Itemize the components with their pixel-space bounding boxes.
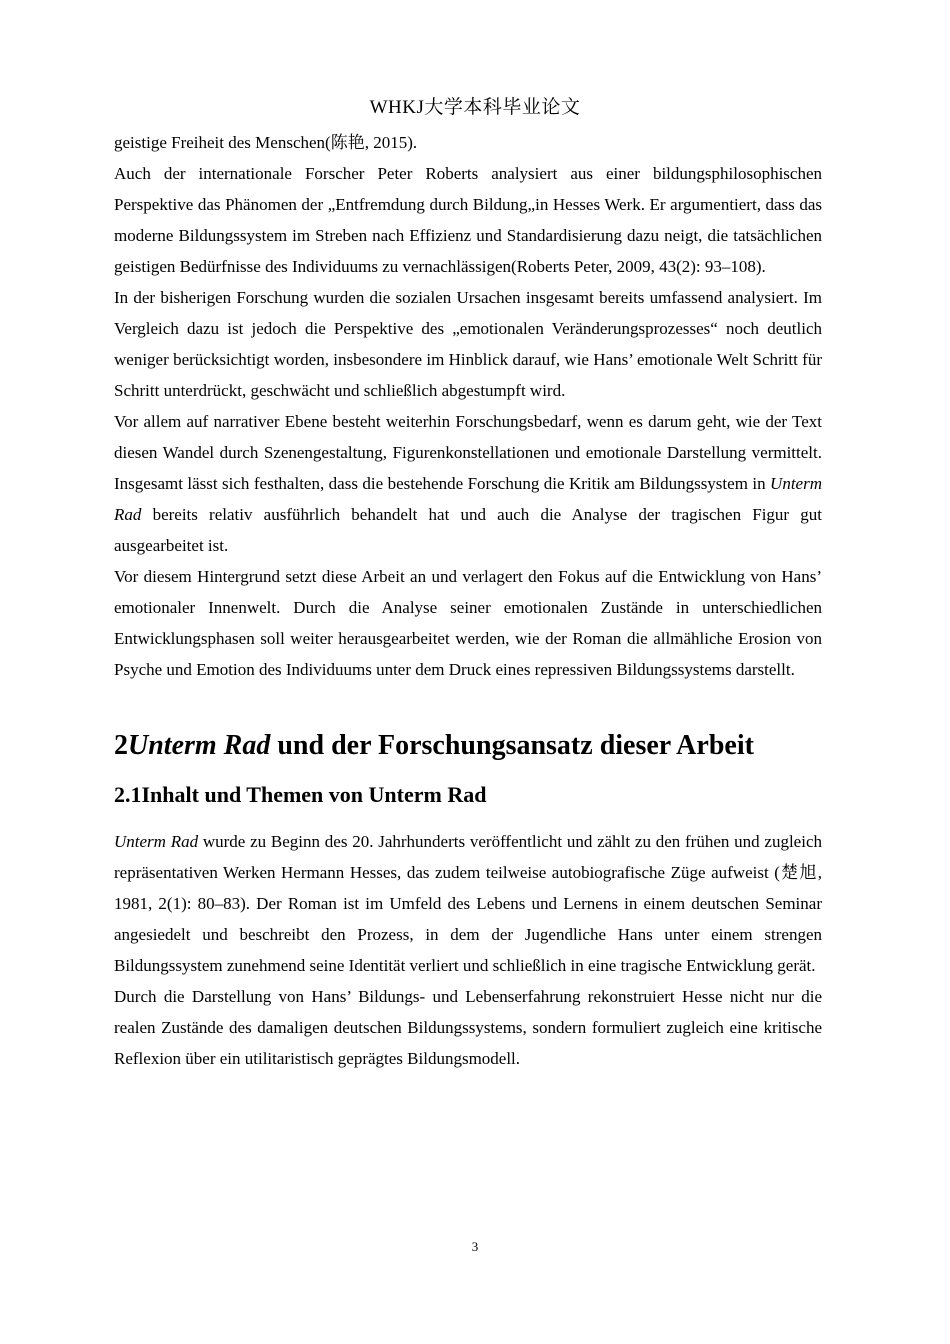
- text-run: Vor allem auf narrativer Ebene besteht weiterhin Forschungsbedarf, wenn es darum geht, wie der Text diesen Wandel durch Szenengestaltung, Figurenkonstellationen und emotionale Darstellung vermittelt. Insgesamt lässt sich festhalten, dass die bestehende Forschung die Kritik am Bildungssystem in: [114, 412, 822, 493]
- paragraph: geistige Freiheit des Menschen(陈艳, 2015).: [114, 133, 418, 152]
- text-run: wurde zu Beginn des 20. Jahrhunderts veröffentlicht und zählt zu den frühen und zugleich repräsentativen Werken Hermann Hesses, das zudem teilweise autobiografische Züge aufweist (楚旭, 1981, 2(1): 80–83). Der Roman ist im Umfeld des Lebens und Lernens in einem deutschen Seminar angesiedelt und beschreibt den Prozess, in dem der Jugendliche Hans unter einem strengen Bildungssystem zunehmend seine Identität verliert und schließlich in eine tragische Entwicklung gerät.: [114, 832, 822, 975]
- running-header: WHKJ大学本科毕业论文: [369, 97, 581, 118]
- section-heading: [114, 726, 822, 778]
- book-title-italic: Unterm Rad: [114, 832, 199, 851]
- section-title: und der Forschungsansatz dieser Arbeit: [270, 730, 754, 761]
- paragraph: [114, 406, 822, 561]
- book-title-italic: Unterm Rad: [114, 474, 822, 524]
- paragraph: In der bisherigen Forschung wurden die sozialen Ursachen insgesamt bereits umfassend analysiert. Im Vergleich dazu ist jedoch die Perspektive des „emotionalen Veränderungsprozesses“ noch deutlich weniger berücksichtigt worden, insbesondere im Hinblick darauf, wie Hans’ emotionale Welt Schritt für Schritt unterdrückt, geschwächt und schließlich abgestumpft wird.: [114, 288, 822, 400]
- section-spacer: [114, 685, 822, 726]
- book-title-italic: Unterm Rad: [128, 730, 271, 761]
- subsection-heading: 2.1Inhalt und Themen von Unterm Rad: [114, 782, 487, 807]
- body-text: [114, 127, 822, 1074]
- text-run: bereits relativ ausführlich behandelt hat und auch die Analyse der tragischen Figur gut ausgearbeitet ist.: [114, 505, 822, 555]
- paragraph: Vor diesem Hintergrund setzt diese Arbeit an und verlagert den Fokus auf die Entwicklung von Hans’ emotionaler Innenwelt. Durch die Analyse seiner emotionalen Zustände in unterschiedlichen Entwicklungsphasen soll weiter herausgearbeitet werden, wie der Roman die allmähliche Erosion von Psyche und Emotion des Individuums unter dem Druck eines repressiven Bildungssystems darstellt.: [114, 567, 822, 679]
- paragraph: [114, 826, 822, 981]
- section-number: 2: [114, 730, 128, 761]
- paragraph: Auch der internationale Forscher Peter Roberts analysiert aus einer bildungsphilosophischen Perspektive das Phänomen der „Entfremdung durch Bildung„in Hesses Werk. Er argumentiert, dass das moderne Bildungssystem im Streben nach Effizienz und Standardisierung dazu neigt, die tatsächlichen geistigen Bedürfnisse des Individuums zu vernachlässigen(Roberts Peter, 2009, 43(2): 93–108).: [114, 164, 822, 276]
- paragraph: Durch die Darstellung von Hans’ Bildungs- und Lebenserfahrung rekonstruiert Hesse nicht nur die realen Zustände des damaligen deutschen Bildungssystems, sondern formuliert zugleich eine kritische Reflexion über ein utilitaristisch geprägtes Bildungsmodell.: [114, 987, 822, 1068]
- page-number: 3: [471, 1239, 479, 1254]
